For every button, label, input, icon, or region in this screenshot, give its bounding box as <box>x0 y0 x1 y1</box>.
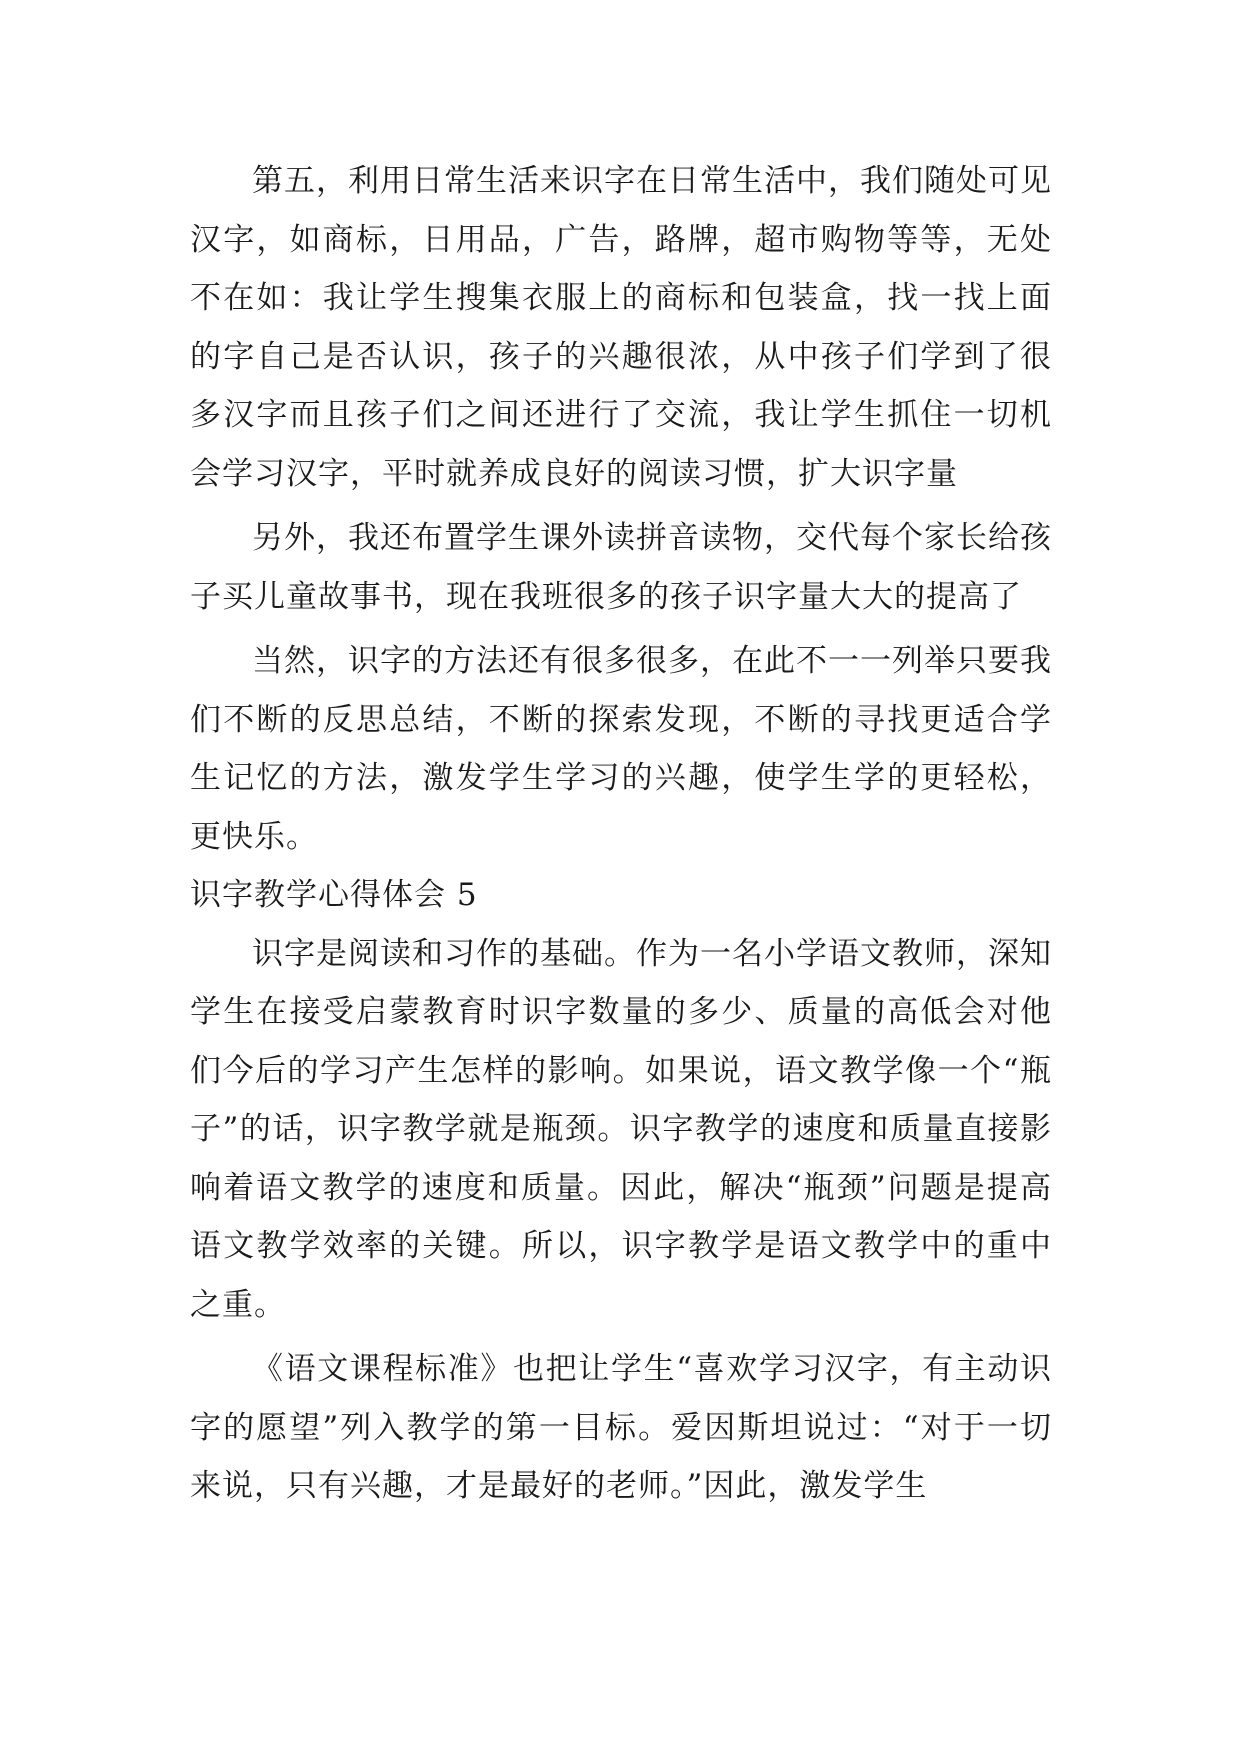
section-heading: 识字教学心得体会 5 <box>190 877 478 913</box>
paragraph-literacy-foundation: 识字是阅读和习作的基础。作为一名小学语文教师，深知学生在接受启蒙教育时识字数量的多少、质量的高低会对他们今后的学习产生怎样的影响。如果说，语文教学像一个“瓶子”的话，识字教学就是瓶颈。识字教学的速度和质量直接影响着语文教学的速度和质量。因此，解决“瓶颈”问题是提高语文教学效率的关键。所以，识字教学是语文教学中的重中之重。 <box>190 935 1052 1323</box>
paragraph-daily-life-literacy: 第五，利用日常生活来识字在日常生活中，我们随处可见汉字，如商标，日用品，广告，路牌，超市购物等等，无处不在如：我让学生搜集衣服上的商标和包装盒，找一找上面的字自己是否认识，孩子的兴趣很浓，从中孩子们学到了很多汉字而且孩子们之间还进行了交流，我让学生抓住一切机会学习汉字，平时就养成良好的阅读习惯，扩大识字量 <box>190 163 1052 492</box>
document-body <box>190 152 1052 1516</box>
paragraph-extracurricular-reading: 另外，我还布置学生课外读拼音读物，交代每个家长给孩子买儿童故事书，现在我班很多的孩子识字量大大的提高了 <box>190 520 1052 615</box>
paragraph-conclusion: 当然，识字的方法还有很多很多，在此不一一列举只要我们不断的反思总结，不断的探索发现，不断的寻找更适合学生记忆的方法，激发学生学习的兴趣，使学生学的更轻松，更快乐。 <box>190 643 1052 855</box>
paragraph-curriculum-standard: 《语文课程标准》也把让学生“喜欢学习汉字，有主动识字的愿望”列入教学的第一目标。爱因斯坦说过：“对于一切来说，只有兴趣，才是最好的老师。”因此，激发学生 <box>190 1351 1052 1504</box>
